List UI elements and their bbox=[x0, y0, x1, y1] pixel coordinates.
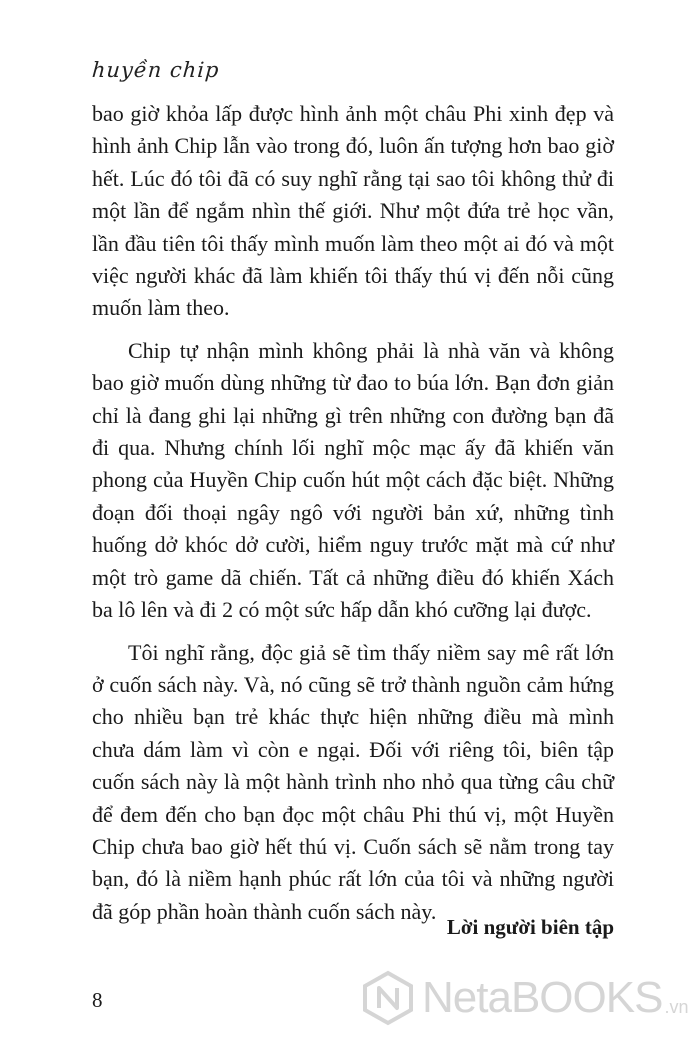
paragraph-1: bao giờ khỏa lấp được hình ảnh một châu Phi xinh đẹp và hình ảnh Chip lẫn vào trong đó, luôn ấn tượng hơn bao giờ hết. Lúc đó tôi đã có suy nghĩ rằng tại sao tôi không thử đi một lần để ngắm nhìn thế giới. Như một đứa trẻ học vần, lần đầu tiên tôi thấy mình muốn làm theo một ai đó và một việc người khác đã làm khiến tôi thấy thú vị đến nỗi cũng muốn làm theo. bbox=[92, 101, 614, 321]
watermark-brand: NetaBOOKS bbox=[422, 973, 663, 1022]
page-number: 8 bbox=[92, 988, 103, 1012]
body-text bbox=[92, 98, 614, 938]
paragraph-3: Tôi nghĩ rằng, độc giả sẽ tìm thấy niềm say mê rất lớn ở cuốn sách này. Và, nó cũng sẽ trở thành nguồn cảm hứng cho nhiều bạn trẻ khác thực hiện những điều mà mình chưa dám làm vì còn e ngại. Đối với riêng tôi, biên tập cuốn sách này là một hành trình nho nhỏ qua từng câu chữ để đem đến cho bạn đọc một châu Phi thú vị, một Huyền Chip chưa bao giờ hết thú vị. Cuốn sách sẽ nằm trong tay bạn, đó là niềm hạnh phúc rất lớn của tôi và những người đã góp phần hoàn thành cuốn sách này. bbox=[92, 639, 614, 924]
watermark bbox=[362, 970, 688, 1026]
editor-signature: Lời người biên tập bbox=[446, 915, 614, 939]
watermark-suffix: .vn bbox=[664, 997, 689, 1017]
running-header: huyền chip bbox=[91, 58, 221, 82]
netabooks-logo-icon bbox=[362, 970, 414, 1026]
paragraph-2: Chip tự nhận mình không phải là nhà văn và không bao giờ muốn dùng những từ đao to búa lớn. Bạn đơn giản chỉ là đang ghi lại những gì trên những con đường bạn đã đi qua. Nhưng chính lối nghĩ mộc mạc ấy đã khiến văn phong của Huyền Chip cuốn hút một cách đặc biệt. Những đoạn đối thoại ngây ngô với người bản xứ, những tình huống dở khóc dở cười, hiểm nguy trước mặt mà cứ như một trò game dã chiến. Tất cả những điều đó khiến Xách ba lô lên và đi 2 có một sức hấp dẫn khó cưỡng lại được. bbox=[92, 337, 614, 623]
